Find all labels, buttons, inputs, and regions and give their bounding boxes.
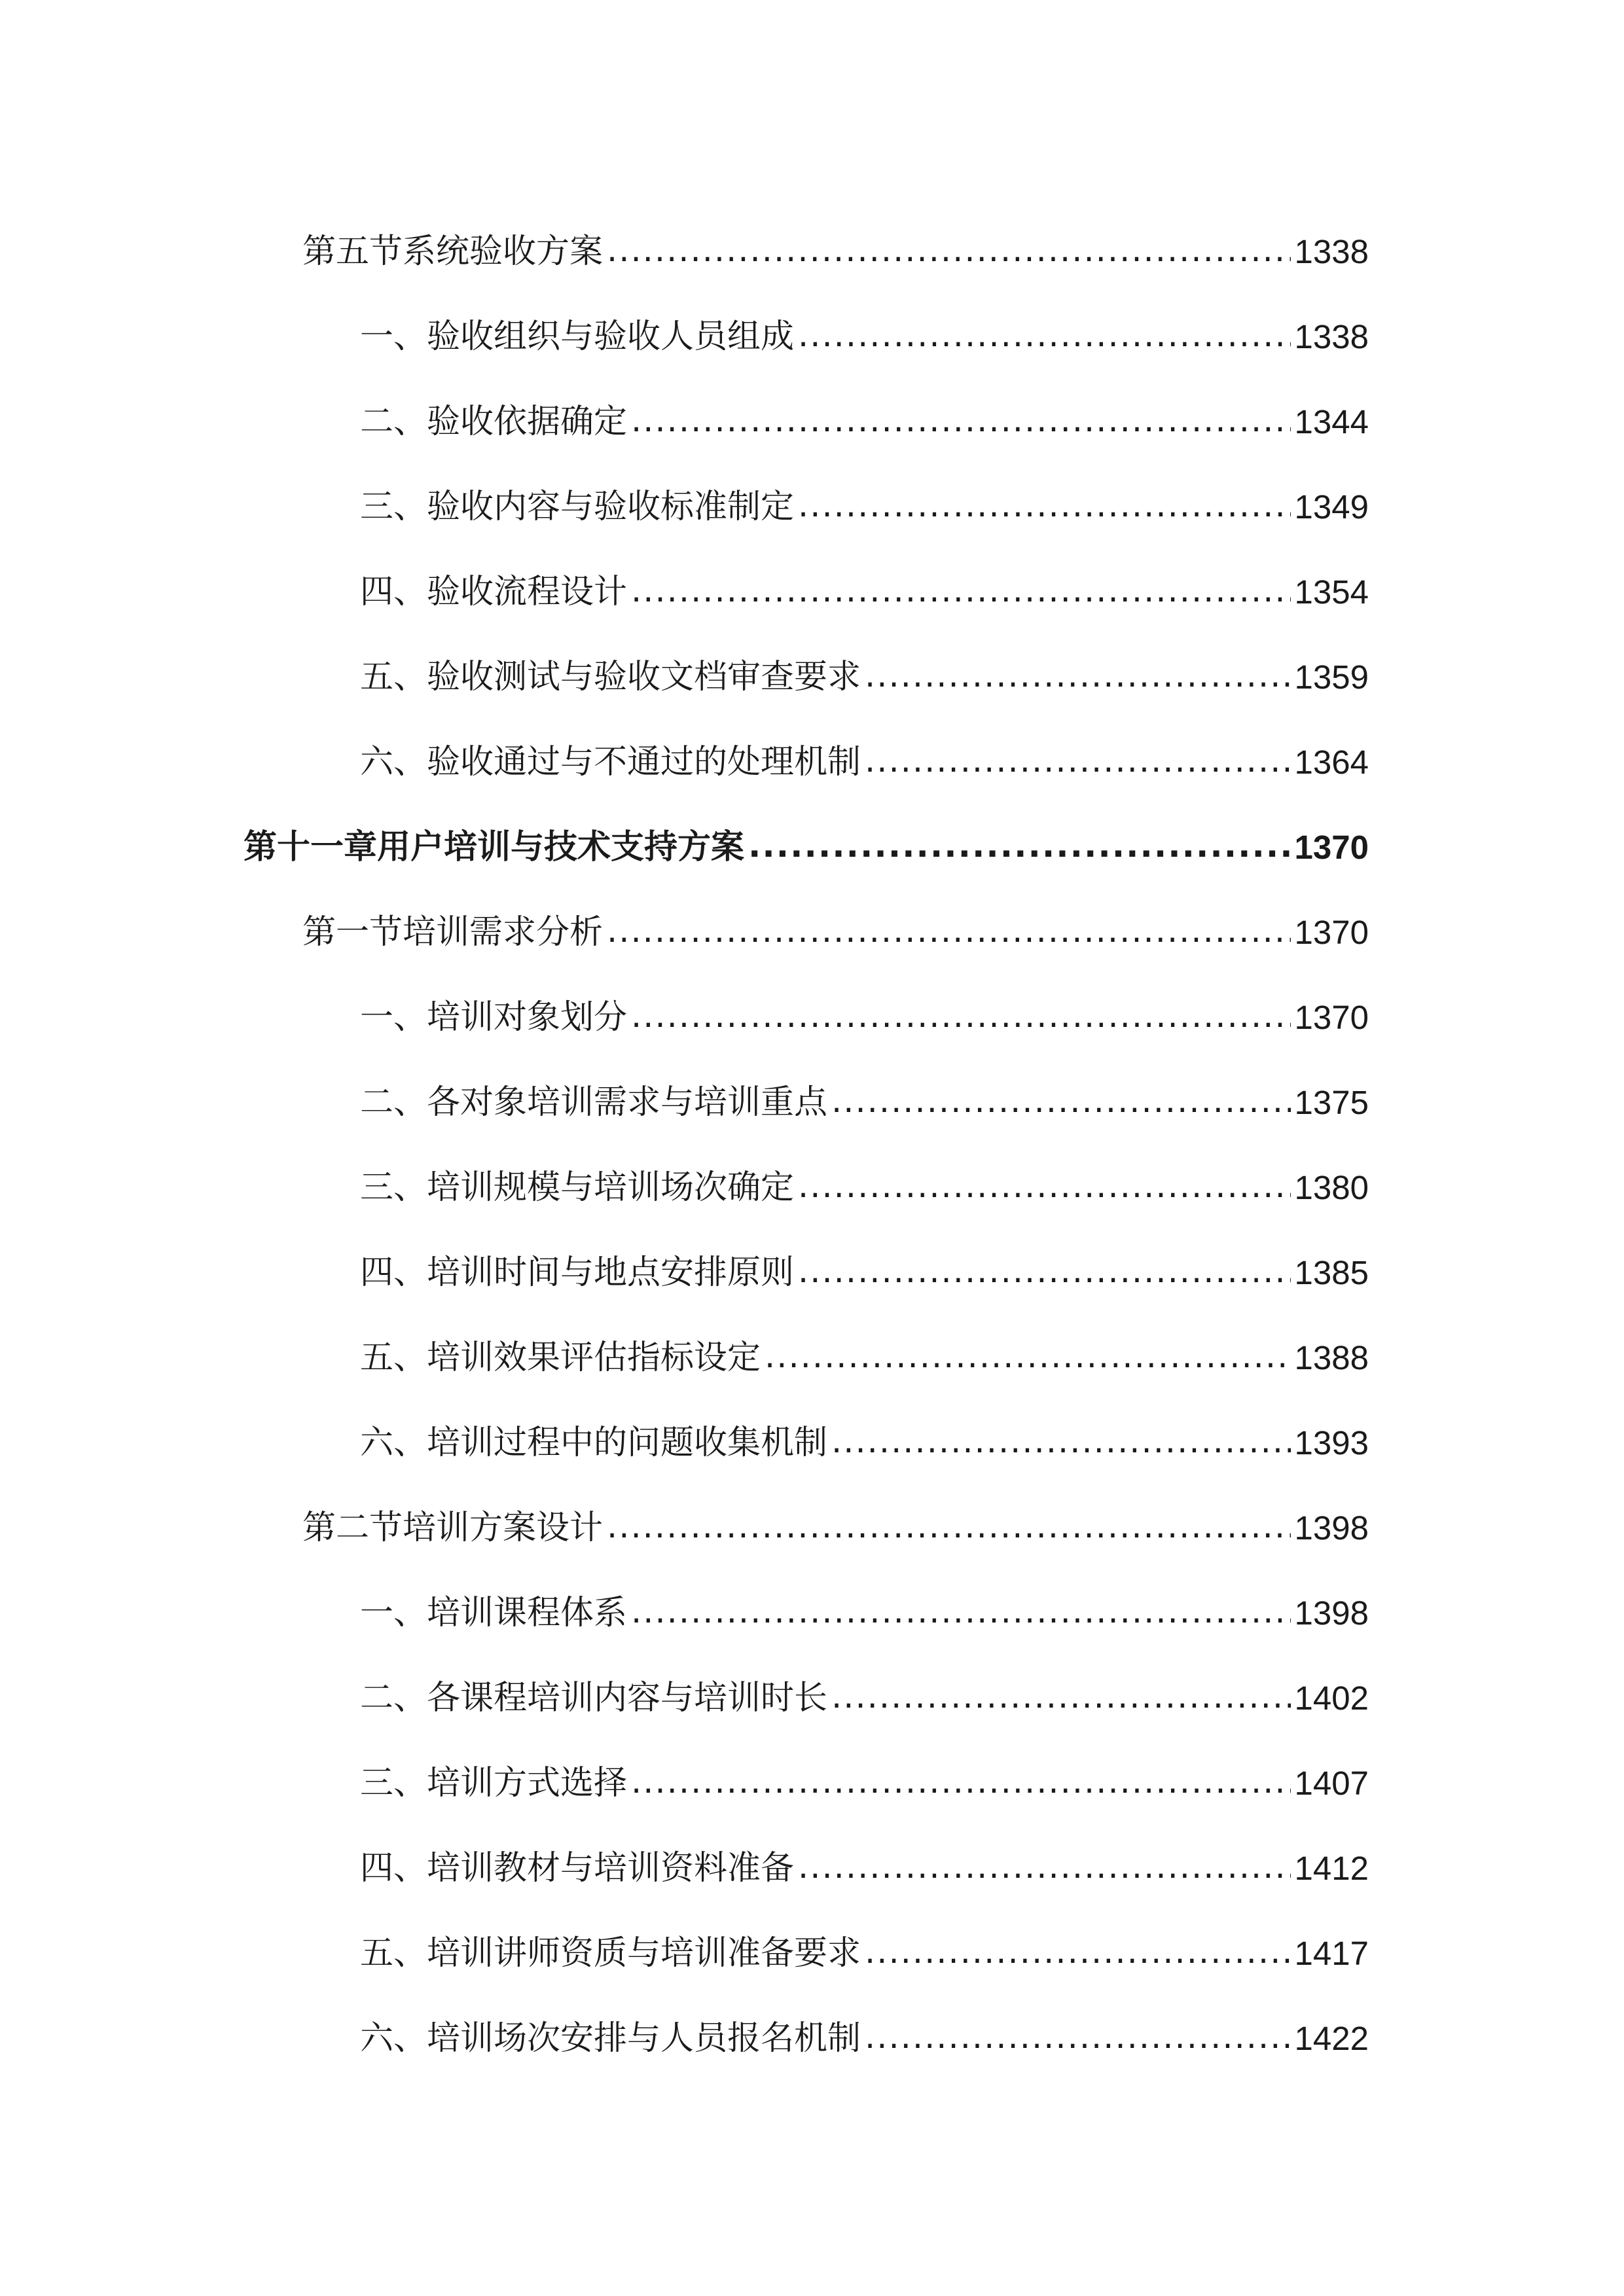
dot-leader — [798, 319, 1291, 352]
toc-entry-title: 五、验收测试与验收文档审查要求 — [360, 658, 861, 696]
toc-entry-page: 1364 — [1294, 744, 1369, 781]
toc-entry[interactable] — [360, 281, 1369, 356]
dot-leader — [865, 744, 1291, 778]
dot-leader — [865, 2020, 1291, 2054]
toc-entry[interactable] — [360, 367, 1369, 439]
toc-entry-title: 四、验收流程设计 — [360, 573, 628, 611]
toc-entry-page: 1370 — [1294, 914, 1369, 951]
toc-entry-page: 1385 — [1294, 1254, 1369, 1291]
toc-entry-page: 1388 — [1294, 1339, 1369, 1376]
toc-entry-page: 1398 — [1294, 1509, 1369, 1547]
dot-leader — [765, 1340, 1291, 1373]
toc-entry[interactable] — [360, 1047, 1369, 1122]
dot-leader — [748, 829, 1291, 863]
toc-entry-title: 三、培训方式选择 — [360, 1764, 628, 1803]
toc-entry[interactable] — [360, 1643, 1369, 1715]
dot-leader — [831, 1680, 1291, 1713]
toc-entry-page: 1407 — [1294, 1765, 1369, 1802]
toc-entry-title: 第五节系统验收方案 — [302, 232, 604, 271]
dot-leader — [631, 574, 1291, 607]
toc-entry[interactable] — [360, 1813, 1369, 1888]
toc-entry-title: 一、培训对象划分 — [360, 998, 628, 1037]
toc-entry-page: 1359 — [1294, 658, 1369, 696]
toc-entry[interactable] — [360, 1302, 1369, 1377]
toc-entry[interactable] — [360, 1388, 1369, 1460]
toc-entry-title: 三、培训规模与培训场次确定 — [360, 1168, 795, 1207]
dot-leader — [631, 1595, 1291, 1628]
toc-entry-title: 一、验收组织与验收人员组成 — [360, 317, 795, 356]
toc-entry-page: 1380 — [1294, 1169, 1369, 1206]
dot-leader — [607, 1510, 1291, 1543]
dot-leader — [798, 1255, 1291, 1288]
toc-entry-page: 1338 — [1294, 318, 1369, 355]
toc-entry-page: 1354 — [1294, 573, 1369, 611]
dot-leader — [831, 1425, 1291, 1458]
toc-entry-page: 1393 — [1294, 1424, 1369, 1462]
dot-leader — [798, 1850, 1291, 1884]
toc-entry[interactable] — [360, 1983, 1369, 2058]
toc-entry-title: 四、培训教材与培训资料准备 — [360, 1849, 795, 1888]
toc-entry-page: 1417 — [1294, 1935, 1369, 1972]
toc-entry-page: 1349 — [1294, 488, 1369, 526]
toc-entry-title: 三、验收内容与验收标准制定 — [360, 488, 795, 526]
toc-entry-title: 二、各课程培训内容与培训时长 — [360, 1679, 828, 1717]
dot-leader — [798, 1170, 1291, 1203]
toc-entry[interactable] — [360, 622, 1369, 694]
dot-leader — [798, 489, 1291, 522]
dot-leader — [631, 404, 1291, 437]
toc-entry-page: 1412 — [1294, 1850, 1369, 1887]
toc-entry[interactable] — [360, 1217, 1369, 1292]
toc-chapter-entry[interactable] — [244, 792, 1369, 867]
toc-entry-title: 一、培训课程体系 — [360, 1594, 628, 1632]
dot-leader — [607, 914, 1291, 948]
dot-leader — [865, 659, 1291, 692]
toc-entry-page: 1370 — [1294, 829, 1369, 866]
toc-entry-title: 四、培训时间与地点安排原则 — [360, 1253, 795, 1292]
toc-entry-title: 五、培训讲师资质与培训准备要求 — [360, 1934, 861, 1973]
toc-entry-page: 1402 — [1294, 1679, 1369, 1717]
toc-entry[interactable] — [360, 707, 1369, 779]
toc-entry[interactable] — [360, 1132, 1369, 1207]
toc-entry-title: 五、培训效果评估指标设定 — [360, 1338, 761, 1377]
toc-entry[interactable] — [360, 1898, 1369, 1973]
dot-leader — [607, 234, 1291, 267]
toc-entry[interactable] — [302, 877, 1369, 952]
toc-entry-title: 二、验收依据确定 — [360, 403, 628, 441]
toc-entry-title: 第十一章用户培训与技术支持方案 — [244, 828, 745, 867]
toc-entry-title: 六、培训场次安排与人员报名机制 — [360, 2019, 861, 2058]
toc-entry-page: 1344 — [1294, 403, 1369, 440]
toc-entry-title: 第一节培训需求分析 — [302, 913, 604, 952]
toc-entry[interactable] — [302, 196, 1369, 271]
toc-entry[interactable] — [360, 1558, 1369, 1630]
toc-entry[interactable] — [302, 1473, 1369, 1545]
toc-entry-title: 第二节培训方案设计 — [302, 1509, 604, 1547]
toc-entry-title: 二、各对象培训需求与培训重点 — [360, 1083, 828, 1122]
dot-leader — [631, 1765, 1291, 1799]
toc-entry-title: 六、培训过程中的问题收集机制 — [360, 1424, 828, 1462]
toc-entry[interactable] — [360, 452, 1369, 524]
toc-entry-page: 1422 — [1294, 2020, 1369, 2057]
toc-entry[interactable] — [360, 962, 1369, 1037]
toc-entry-page: 1370 — [1294, 999, 1369, 1036]
toc-entry-title: 六、验收通过与不通过的处理机制 — [360, 743, 861, 781]
toc-entry-page: 1338 — [1294, 233, 1369, 270]
toc-entry[interactable] — [360, 537, 1369, 609]
dot-leader — [865, 1935, 1291, 1969]
toc-entry-page: 1375 — [1294, 1084, 1369, 1121]
toc-entry-page: 1398 — [1294, 1594, 1369, 1632]
dot-leader — [631, 999, 1291, 1033]
dot-leader — [831, 1085, 1291, 1118]
toc-entry[interactable] — [360, 1728, 1369, 1803]
